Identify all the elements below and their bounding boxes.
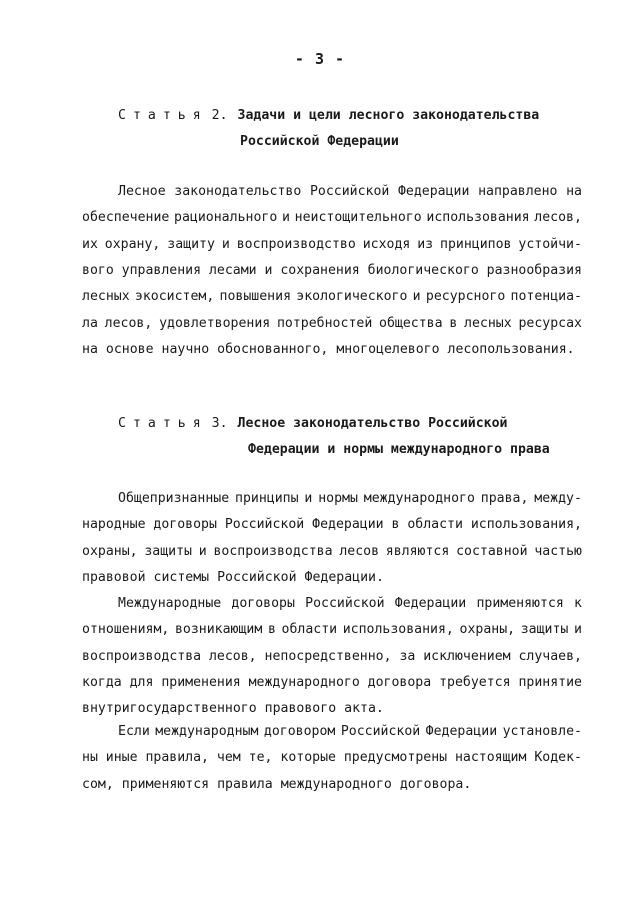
text-line: ла лесов, удовлетворения потребностей общества в лесных ресурсах bbox=[82, 315, 582, 331]
text-line: Общепризнанные принципы и нормы международного права, между- bbox=[118, 491, 582, 506]
article-3-number: 3. bbox=[211, 416, 228, 431]
article-3-title-line1: Лесное законодательство Российской bbox=[237, 416, 508, 431]
text-line: правовой системы Российской Федерации. bbox=[82, 569, 384, 585]
article-3-title-line2: Федерации и нормы международного права bbox=[248, 442, 550, 457]
text-line: на основе научно обоснованного, многоцелевого лесопользования. bbox=[82, 341, 575, 357]
text-line: сом, применяются правила международного договора. bbox=[82, 776, 472, 792]
text-line: вого управления лесами и сохранения биологического разнообразия bbox=[82, 262, 582, 278]
article-2-title-line1: Задачи и цели лесного законодательства bbox=[237, 108, 540, 123]
text-line: лесных экосистем, повышения экологического и ресурсного потенциа- bbox=[82, 289, 582, 305]
text-line: ны иные правила, чем те, которые предусмотрены настоящим Кодек- bbox=[82, 750, 582, 766]
page-number: - 3 - bbox=[294, 50, 346, 68]
article-3-heading bbox=[118, 415, 507, 433]
article-2-heading bbox=[118, 107, 539, 125]
text-line: Лесное законодательство Российской Федерации направлено на bbox=[118, 184, 582, 199]
article-2-number: 2. bbox=[211, 108, 228, 123]
article-2-label: Статья bbox=[118, 108, 208, 123]
text-line: охраны, защиты и воспроизводства лесов являются составной частью bbox=[82, 543, 582, 559]
article-3-label: Статья bbox=[118, 416, 208, 431]
text-line: народные договоры Российской Федерации в области использования, bbox=[82, 517, 582, 533]
article-2-title-line2: Российской Федерации bbox=[240, 134, 399, 149]
text-line: Международные договоры Российской Федерации применяются к bbox=[118, 596, 582, 611]
text-line: воспроизводства лесов, непосредственно, за исключением случаев, bbox=[82, 648, 582, 664]
text-line: обеспечение рационального и неистощительного использования лесов, bbox=[82, 210, 582, 226]
text-line: когда для применения международного договора требуется принятие bbox=[82, 674, 582, 690]
text-line: Если международным договором Российской Федерации установле- bbox=[118, 724, 582, 739]
text-line: их охрану, защиту и воспроизводство исходя из принципов устойчи- bbox=[82, 236, 582, 252]
text-line: внутригосударственного правового акта. bbox=[82, 701, 384, 717]
text-line: отношениям, возникающим в области использования, охраны, защиты и bbox=[82, 622, 582, 638]
